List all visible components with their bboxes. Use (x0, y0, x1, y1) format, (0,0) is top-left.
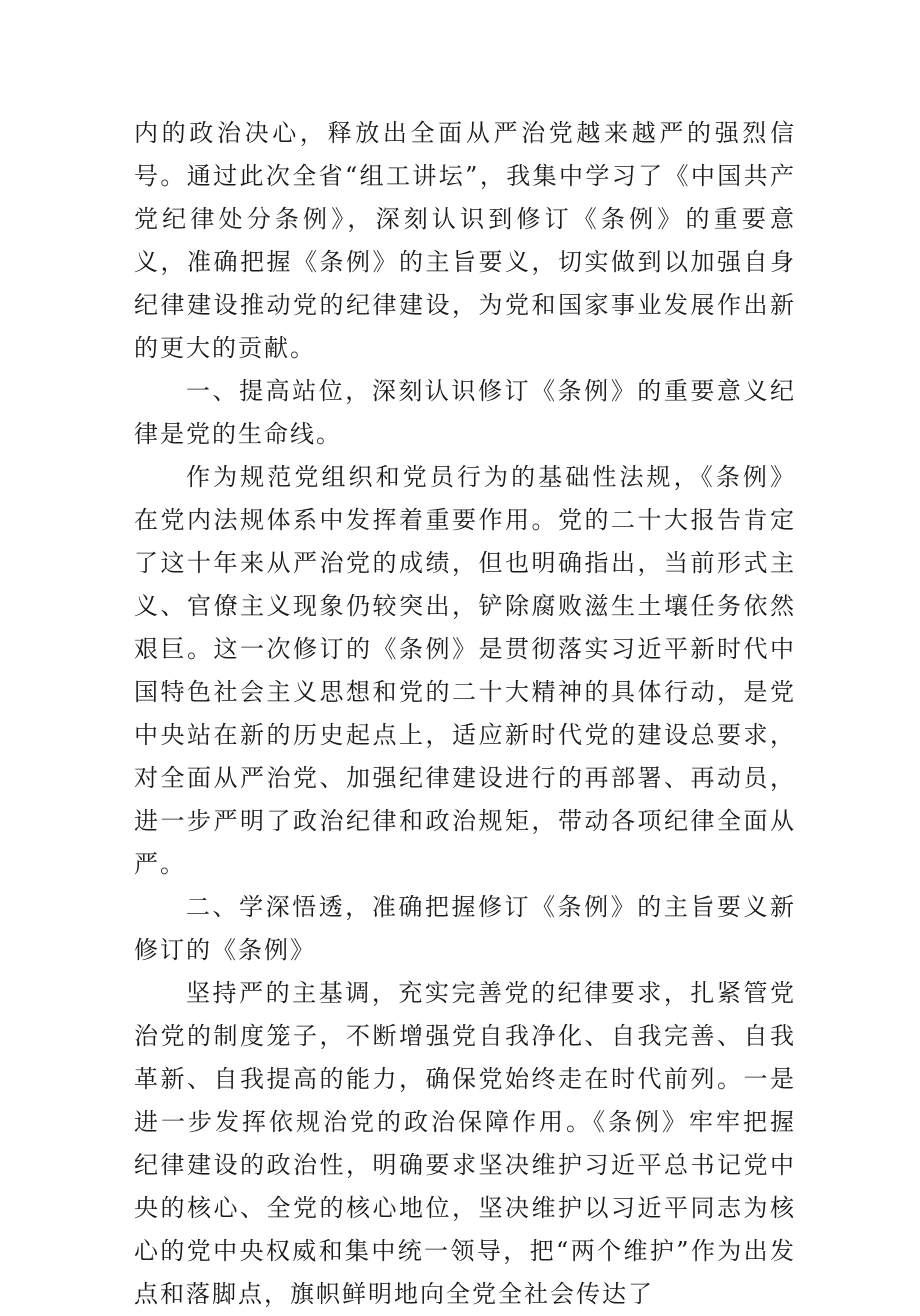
heading-section-1: 一、提高站位，深刻认识修订《条例》的重要意义纪律是党的生命线。 (134, 377, 796, 448)
paragraph-1: 内的政治决心，释放出全面从严治党越来越严的强烈信号。通过此次全省“组工讲坛”，我集中学习了《中国共产党纪律处分条例》，深刻认识到修订《条例》的重要意义，准确把握《条例》的主旨要义，切实做到以加强自身纪律建设推动党的纪律建设，为党和国家事业发展作出新的更大的贡献。 (134, 119, 796, 362)
paragraph-2: 作为规范党组织和党员行为的基础性法规，《条例》在党内法规体系中发挥着重要作用。党的二十大报告肯定了这十年来从严治党的成绩，但也明确指出，当前形式主义、官僚主义现象仍较突出，铲除腐败滋生土壤任务依然艰巨。这一次修订的《条例》是贯彻落实习近平新时代中国特色社会主义思想和党的二十大精神的具体行动，是党中央站在新的历史起点上，适应新时代党的建设总要求，对全面从严治党、加强纪律建设进行的再部署、再动员，进一步严明了政治纪律和政治规矩，带动各项纪律全面从严。 (134, 463, 796, 878)
paragraph-3: 坚持严的主基调，充实完善党的纪律要求，扎紧管党治党的制度笼子，不断增强党自我净化、自我完善、自我革新、自我提高的能力，确保党始终走在时代前列。一是进一步发挥依规治党的政治保障作用。《条例》牢牢把握纪律建设的政治性，明确要求坚决维护习近平总书记党中央的核心、全党的核心地位，坚决维护以习近平同志为核心的党中央权威和集中统一领导，把“两个维护”作为出发点和落脚点，旗帜鲜明地向全党全社会传达了 (134, 979, 796, 1308)
body-text (134, 112, 796, 1316)
heading-section-2: 二、学深悟透，准确把握修订《条例》的主旨要义新修订的《条例》 (134, 893, 796, 964)
